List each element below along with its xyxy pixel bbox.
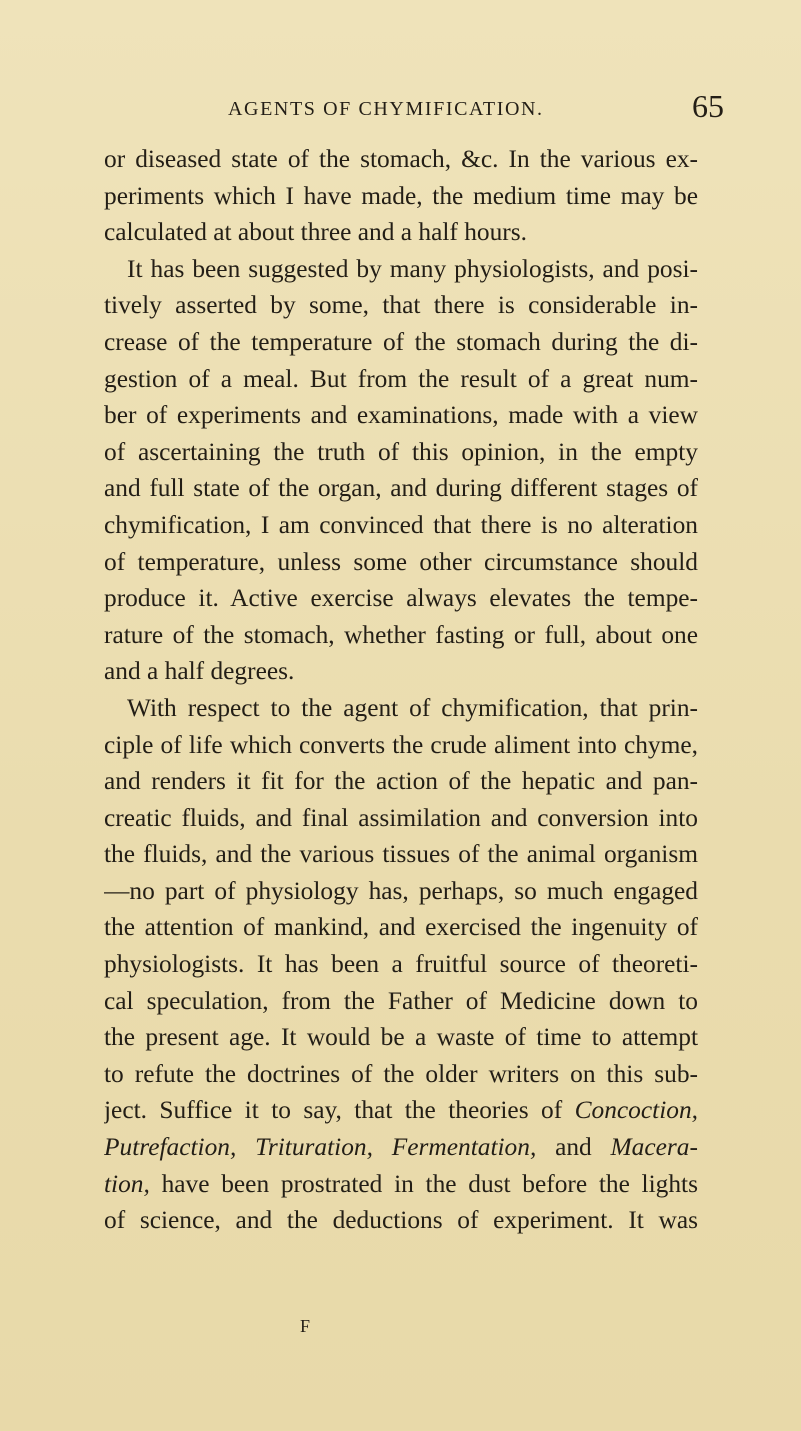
italic-term: Concoction,	[574, 1096, 698, 1125]
page-number: 65	[692, 88, 724, 124]
text-line: ber of experiments and examinations, made with a view	[104, 401, 698, 430]
text-line: and a half degrees.	[104, 657, 295, 686]
text-line: and full state of the organ, and during different stages of	[104, 474, 698, 503]
italic-term: tion,	[104, 1169, 150, 1198]
text-line: to refute the doctrines of the older writers on this sub-	[104, 1059, 698, 1088]
text-line: —no part of physiology has, perhaps, so much engaged	[104, 876, 698, 905]
text-line: calculated at about three and a half hours.	[104, 218, 527, 247]
running-title: AGENTS OF CHYMIFICATION.	[228, 98, 544, 120]
text-line: physiologists. It has been a fruitful source of theoreti-	[104, 950, 698, 979]
text-line	[104, 1092, 698, 1129]
running-head	[0, 88, 801, 128]
italic-term: Macera-	[610, 1133, 698, 1162]
text-line: of ascertaining the truth of this opinion, in the empty	[104, 437, 698, 466]
text-line: of temperature, unless some other circumstance should	[104, 547, 698, 576]
text-line	[104, 1129, 698, 1166]
text-line: It has been suggested by many physiologists, and posi-	[127, 254, 698, 283]
italic-term: Trituration,	[255, 1133, 373, 1162]
text-line: periments which I have made, the medium time may be	[104, 181, 698, 210]
text-line: ciple of life which converts the crude aliment into chyme,	[104, 730, 698, 759]
text-line: the attention of mankind, and exercised the ingenuity of	[104, 913, 698, 942]
body-text	[104, 141, 698, 1239]
text-line: of science, and the deductions of experiment. It was	[104, 1206, 698, 1235]
text-line: the present age. It would be a waste of time to attempt	[104, 1023, 698, 1052]
text-run: have been prostrated in the dust before the lights	[161, 1169, 698, 1198]
text-line: produce it. Active exercise always elevates the tempe-	[104, 584, 698, 613]
signature-mark: F	[300, 1316, 312, 1336]
text-line: cal speculation, from the Father of Medicine down to	[104, 986, 698, 1015]
text-line: and renders it fit for the action of the hepatic and pan-	[104, 767, 698, 796]
text-line: tively asserted by some, that there is considerable in-	[104, 291, 698, 320]
text-line	[104, 1166, 698, 1203]
text-line: creatic fluids, and final assimilation and conversion into	[104, 803, 698, 832]
text-line: With respect to the agent of chymification, that prin-	[127, 693, 698, 722]
text-line: chymification, I am convinced that there is no alteration	[104, 510, 698, 539]
text-run: and	[555, 1133, 592, 1162]
text-line: or diseased state of the stomach, &c. In the various ex-	[104, 145, 698, 173]
italic-term: Fermentation,	[391, 1133, 537, 1162]
text-line: crease of the temperature of the stomach during the di-	[104, 327, 698, 356]
text-line: gestion of a meal. But from the result of a great num-	[104, 364, 698, 393]
text-line: rature of the stomach, whether fasting or full, about one	[104, 620, 698, 649]
text-line: the fluids, and the various tissues of the animal organism	[104, 840, 698, 869]
italic-term: Putrefaction,	[104, 1133, 237, 1162]
text-run: ject. Suffice it to say, that the theories of	[104, 1096, 563, 1125]
